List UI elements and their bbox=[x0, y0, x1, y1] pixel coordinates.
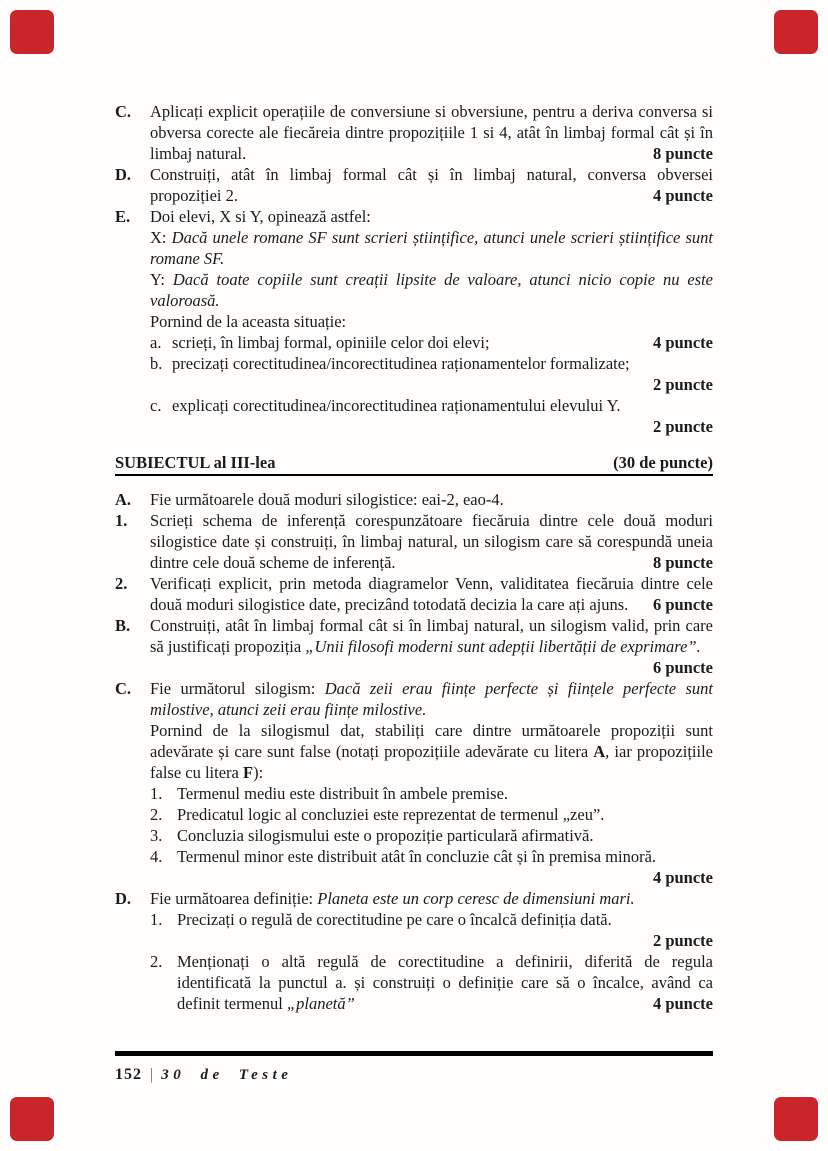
item-text-run: Verificați explicit, prin metoda diagramelor Venn, validitatea fiecăruia dintre cele două moduri silogistice date, precizând totodată decizia la care ați ajuns. bbox=[150, 574, 713, 614]
sub-item-label: 3. bbox=[150, 826, 163, 845]
points-badge: 4 puncte bbox=[652, 186, 713, 205]
corner-mark-bottom-left bbox=[10, 1097, 54, 1141]
opinion-x-text: Dacă unele romane SF sunt scrieri științifice, atunci unele scrieri științifice sunt romane SF. bbox=[150, 228, 713, 268]
item-text bbox=[150, 510, 713, 573]
sub-item-text: Termenul mediu este distribuit în ambele premise. bbox=[177, 784, 509, 803]
item-label: B. bbox=[115, 616, 131, 635]
syllogism-statement bbox=[150, 678, 713, 720]
item-E bbox=[115, 206, 713, 437]
item-III-B bbox=[115, 615, 713, 678]
item-label: C. bbox=[115, 679, 132, 698]
item-D bbox=[115, 164, 713, 206]
section-heading bbox=[115, 452, 713, 476]
corner-mark-bottom-right bbox=[774, 1097, 818, 1141]
item-III-2 bbox=[115, 573, 713, 615]
item-text-run: Aplicați explicit operațiile de conversiune si obversiune, pentru a deriva conversa si obversa corecte ale fiecăreia dintre propozițiile 1 si 4, atât în limbaj formal cât și în limbaj natural. bbox=[150, 102, 713, 163]
points-badge: 2 puncte bbox=[652, 417, 713, 436]
quoted-proposition: „Unii filosofi moderni sunt adepții libertății de exprimare”. bbox=[305, 637, 701, 656]
item-text-run: Fie următoarea definiție: bbox=[150, 889, 318, 908]
page-footer bbox=[115, 1051, 713, 1086]
footer-rule bbox=[115, 1051, 713, 1056]
item-label: C. bbox=[115, 102, 132, 121]
item-text bbox=[150, 573, 713, 615]
sub-item-b bbox=[150, 353, 713, 395]
item-text bbox=[150, 101, 713, 164]
item-text bbox=[150, 615, 713, 677]
sub-item-a bbox=[150, 332, 713, 353]
task-2 bbox=[150, 951, 713, 1014]
section-points: (30 de puncte) bbox=[613, 453, 713, 472]
sub-item-label: 4. bbox=[150, 847, 163, 866]
sub-item-text-run: scrieți, în limbaj formal, opiniile celor doi elevi; bbox=[172, 333, 490, 352]
item-label: D. bbox=[115, 165, 132, 184]
item-label: 1. bbox=[115, 511, 128, 530]
footer-divider: | bbox=[150, 1066, 154, 1083]
sub-item-label: 2. bbox=[150, 805, 163, 824]
sub-item-c bbox=[150, 395, 713, 437]
points-badge: 4 puncte bbox=[652, 868, 713, 887]
sub-item-text: Predicatul logic al concluziei este reprezentat de termenul „zeu”. bbox=[177, 805, 605, 824]
opinion-y-text: Dacă toate copiile sunt creații lipsite de valoare, atunci nicio copie nu este valoroasă. bbox=[150, 270, 713, 310]
sub-item-label: 2. bbox=[150, 952, 163, 971]
page-content bbox=[115, 101, 713, 1014]
item-C bbox=[115, 101, 713, 164]
opinion-y-prefix: Y: bbox=[150, 270, 173, 289]
item-III-D bbox=[115, 888, 713, 1014]
definition-statement bbox=[150, 888, 713, 909]
sub-item-label: b. bbox=[150, 354, 163, 373]
item-text bbox=[150, 164, 713, 206]
sub-item-text bbox=[172, 332, 713, 353]
sub-item-text-run: Menționați o altă regulă de corectitudine a definirii, diferită de regula identificată la punctul a. și construiți o definiție care să o încalce, având ca definit termenul bbox=[177, 952, 713, 1013]
instruction-text bbox=[150, 720, 713, 783]
book-title: 30 de Teste bbox=[161, 1067, 293, 1083]
task-1 bbox=[150, 909, 713, 951]
points-badge: 6 puncte bbox=[652, 595, 713, 614]
item-text-run: Scrieți schema de inferență corespunzătoare fiecăruia dintre cele două moduri silogistice date și construiți, în limbaj natural, un silogism care să corespundă uneia dintre cele două scheme de inferență. bbox=[150, 511, 713, 572]
letter-F: F bbox=[243, 763, 254, 782]
points-badge: 2 puncte bbox=[652, 931, 713, 950]
corner-mark-top-right bbox=[774, 10, 818, 54]
statement-1 bbox=[150, 783, 713, 804]
sub-item-text: Precizați o regulă de corectitudine pe care o încalcă definiția dată. bbox=[177, 910, 612, 929]
item-text-run: Construiți, atât în limbaj formal cât si în limbaj natural, un silogism valid, prin care să justificați propoziția bbox=[150, 616, 713, 656]
item-III-A bbox=[115, 489, 713, 510]
item-label: 2. bbox=[115, 574, 128, 593]
item-III-C bbox=[115, 678, 713, 888]
item-outro: Pornind de la aceasta situație: bbox=[150, 312, 347, 331]
opinion-x bbox=[150, 227, 713, 269]
page-number: 152 bbox=[115, 1066, 142, 1083]
item-intro: Doi elevi, X si Y, opinează astfel: bbox=[150, 207, 371, 226]
points-badge: 6 puncte bbox=[652, 658, 713, 677]
sub-item-text: explicați corectitudinea/incorectitudinea raționamentului elevului Y. bbox=[172, 396, 621, 415]
corner-mark-top-left bbox=[10, 10, 54, 54]
item-label: E. bbox=[115, 207, 131, 226]
item-III-1 bbox=[115, 510, 713, 573]
sub-item-text bbox=[177, 846, 713, 888]
points-badge: 4 puncte bbox=[652, 994, 713, 1013]
points-badge: 8 puncte bbox=[652, 144, 713, 163]
sub-item-text bbox=[177, 951, 713, 1014]
defined-term: „planetă” bbox=[286, 994, 355, 1013]
sub-item-label: c. bbox=[150, 396, 162, 415]
opinion-x-prefix: X: bbox=[150, 228, 172, 247]
item-text-run: Fie următorul silogism: bbox=[150, 679, 325, 698]
points-badge: 4 puncte bbox=[652, 333, 713, 352]
points-badge: 2 puncte bbox=[652, 375, 713, 394]
letter-A: A bbox=[593, 742, 606, 761]
sub-item-text: Concluzia silogismului este o propoziție particulară afirmativă. bbox=[177, 826, 594, 845]
sub-item-label: 1. bbox=[150, 910, 163, 929]
points-badge: 8 puncte bbox=[652, 553, 713, 572]
opinion-y bbox=[150, 269, 713, 311]
sub-item-text-run: Termenul minor este distribuit atât în concluzie cât și în premisa minoră. bbox=[177, 847, 657, 866]
item-text-run: , iar propozițiile false cu litera bbox=[150, 742, 713, 782]
section-title: SUBIECTUL al III-lea bbox=[115, 453, 276, 472]
statement-4 bbox=[150, 846, 713, 888]
item-text: Fie următoarele două moduri silogistice: eai-2, eao-4. bbox=[150, 490, 504, 509]
statement-3 bbox=[150, 825, 713, 846]
sub-item-label: a. bbox=[150, 333, 162, 352]
syllogism-text: Dacă zeii erau ființe perfecte și ființele perfecte sunt milostive, atunci zeii erau ființe milostive. bbox=[150, 679, 713, 719]
item-text-run: ): bbox=[253, 763, 264, 782]
item-text-run: Pornind de la silogismul dat, stabiliți care dintre următoarele propoziții sunt adevărate și care sunt false (notați propozițiile adevărate cu litera bbox=[150, 721, 713, 761]
definition-text: Planeta este un corp ceresc de dimensiuni mari. bbox=[317, 889, 635, 908]
statement-2 bbox=[150, 804, 713, 825]
item-label: D. bbox=[115, 889, 132, 908]
item-label: A. bbox=[115, 490, 132, 509]
sub-item-text: precizați corectitudinea/incorectitudinea raționamentelor formalizate; bbox=[172, 354, 630, 373]
sub-item-label: 1. bbox=[150, 784, 163, 803]
item-text-run: Construiți, atât în limbaj formal cât și în limbaj natural, conversa obversei propoziției 2. bbox=[150, 165, 713, 205]
